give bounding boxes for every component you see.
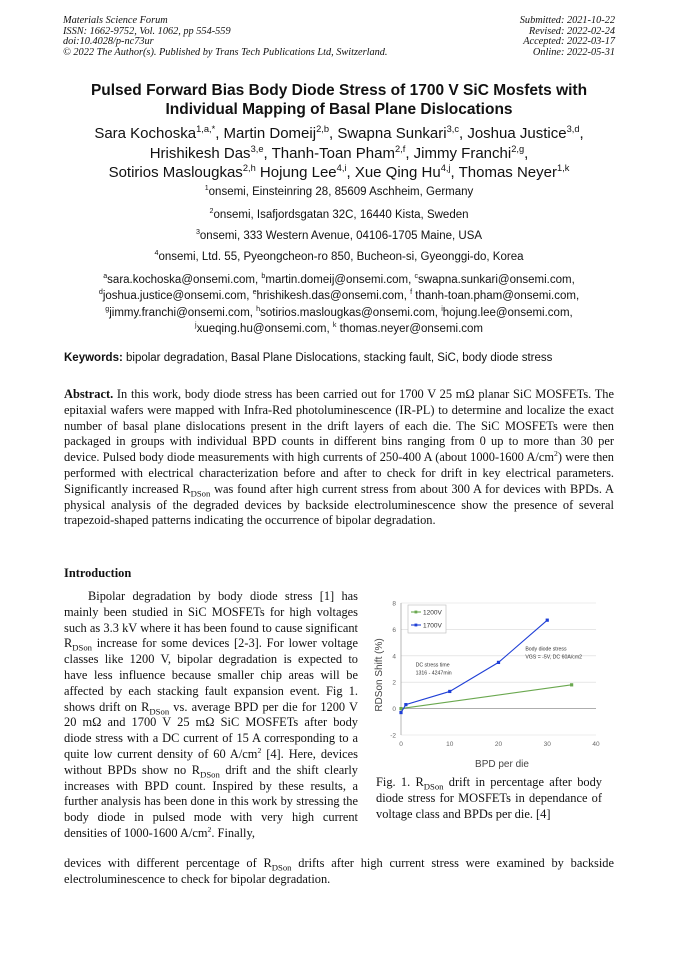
author: Thanh-Toan Pham$^{2,f}$, — [271, 143, 414, 162]
figure-1-chart — [368, 595, 608, 775]
email-link[interactable]: $^k$ thomas.neyer@onsemi.com — [332, 321, 484, 335]
doi: doi:10.4028/p-nc73ur — [63, 36, 154, 47]
accepted-date: Accepted: 2022-03-17 — [523, 36, 615, 47]
title-line-1: Pulsed Forward Bias Body Diode Stress of 1700 V SiC Mosfets with — [90, 82, 588, 99]
chart-annotation: 1316 - 4247min — [415, 670, 452, 677]
series-line-1200V — [401, 685, 572, 709]
x-tick-label: 0 — [399, 741, 403, 748]
y-tick-label: 0 — [392, 706, 396, 714]
affiliation: $^1$onsemi, Einsteinring 28, 85609 Aschheim, Germany — [204, 184, 474, 198]
abstract-label: Abstract. — [64, 387, 114, 401]
journal-header-left — [63, 16, 387, 58]
x-axis-label: BPD per die — [475, 759, 529, 770]
author: Sotirios Maslougkas$^{2,h}$ — [108, 163, 256, 181]
chart-annotation: VGS = -5V, DC 60A/cm2 — [525, 654, 583, 661]
author: Sara Kochoska$^{1,a,*}$, — [94, 124, 224, 142]
submitted-date: Submitted: 2021-10-22 — [519, 15, 615, 26]
data-point-1700V — [448, 690, 451, 693]
keywords-text: bipolar degradation, Basal Plane Dislocations, stacking fault, SiC, body diode stress — [122, 352, 553, 364]
section-heading-introduction: Introduction — [64, 566, 132, 580]
data-point-1700V — [399, 711, 402, 714]
email-link[interactable]: $^i$hojung.lee@onsemi.com — [441, 304, 570, 319]
y-tick-label: 6 — [392, 626, 396, 634]
email-link[interactable]: $^a$sara.kochoska@onsemi.com — [103, 272, 255, 286]
email-link[interactable]: $^f$ thanh-toan.pham@onsemi.com — [410, 288, 576, 303]
y-tick-label: -2 — [390, 732, 396, 740]
author: Thomas Neyer$^{1,k}$ — [458, 163, 570, 181]
chart-annotation: DC stress time — [415, 662, 450, 669]
data-point-1200V — [570, 683, 573, 686]
journal-name: Materials Science Forum — [63, 15, 168, 26]
y-tick-label: 2 — [392, 679, 396, 687]
affiliation: $^2$onsemi, Isafjordsgatan 32C, 16440 Kista, Sweden — [209, 207, 469, 221]
copyright: © 2022 The Author(s). Published by Trans Tech Publications Ltd, Switzerland. — [63, 46, 388, 58]
legend-label: 1700V — [423, 622, 442, 630]
y-tick-label: 4 — [392, 653, 396, 661]
legend-marker — [415, 624, 418, 627]
title-line-2: Individual Mapping of Basal Plane Dislocations — [165, 100, 513, 118]
introduction-paragraph: Bipolar degradation by body diode stress [1] has mainly been studied in SiC MOSFETs for high voltages such as 3.3 kV where it has been found to cause significant $R_{DSon}$ increase for some devices [2-3]. For lower voltage classes like 1200 V, bipolar degradation is expected to have less influence because smaller chip areas will be affected by each stacking fault expansion event. Fig 1. shows drift on $R_{DSon}$ vs. average BPD per die for 1200 V 20 mΩ and 1700 V 25 mΩ SiC MOSFETs after body diode stress with a DC current of 15 A corresponding to a quite low current density of 60 $A/cm^2$ [4]. Here, devices without BPDs show no $R_{DSon}$ drift and the shift clearly increases with BPD count. Inspired by these results, a further analysis has been done in this work by stressing the body diode in pulsed mode with very high current densities of 1000-1600 $A/cm^2$. Finally, — [64, 589, 358, 840]
paper-title — [40, 82, 638, 119]
introduction-paragraph-end: devices with different percentage of $R_{DSon}$ drifts after high current stress were examined by backside electroluminescence to check for bipolar degradation. — [64, 856, 615, 886]
author-list — [30, 124, 648, 183]
author: Joshua Justice$^{3,d}$, — [467, 124, 584, 142]
y-axis-label: RDSon Shift (%) — [374, 638, 385, 712]
affiliation: $^3$onsemi, 333 Western Avenue, 04106-1705 Maine, USA — [195, 228, 483, 242]
revised-date: Revised: 2022-02-24 — [528, 25, 615, 37]
author: Hojung Lee$^{4,i}$, — [259, 163, 355, 181]
journal-header-right — [520, 16, 615, 58]
data-point-1700V — [497, 661, 500, 664]
keywords — [64, 352, 624, 364]
online-date: Online: 2022-05-31 — [532, 46, 615, 58]
data-point-1700V — [546, 619, 549, 622]
figure-1-caption: Fig. 1. $R_{DSon}$ drift in percentage after body diode stress for MOSFETs in dependance of voltage class and BPDs per die. [4] — [376, 775, 602, 821]
affiliation: $^4$onsemi, Ltd. 55, Pyeongcheon-ro 850, Bucheon-si, Gyeonggi-do, Korea — [154, 249, 524, 263]
email-list: $^a$sara.kochoska@onsemi.com, $^b$martin.domeij@onsemi.com, $^c$swapna.sunkari@onsemi.com, $^d$joshua.justice@onsemi.com, $^e$hrishikesh.das@onsemi.com, $^f$ thanh-toan.pham@onsemi.com, $^g$jimmy.franchi@onsemi.com, $^h$sotirios.maslougkas@onsemi.com, $^i$hojung.lee@onsemi.com, $^j$xueqing.hu@onsemi.com, $^k$ thomas.neyer@onsemi.com — [98, 272, 580, 335]
author: Martin Domeij$^{2,b}$, — [223, 124, 338, 142]
email-link[interactable]: $^d$joshua.justice@onsemi.com — [98, 288, 247, 303]
issn: ISSN: 1662-9752, Vol. 1062, pp 554-559 — [63, 25, 231, 37]
legend-marker — [415, 611, 418, 614]
email-link[interactable]: $^b$martin.domeij@onsemi.com — [261, 272, 409, 286]
email-link[interactable]: $^j$xueqing.hu@onsemi.com — [194, 321, 327, 335]
y-tick-label: 8 — [392, 600, 396, 608]
x-tick-label: 20 — [494, 741, 503, 748]
data-point-1700V — [404, 703, 407, 706]
x-tick-label: 30 — [543, 741, 551, 748]
x-tick-label: 10 — [446, 741, 454, 748]
x-tick-label: 40 — [592, 741, 600, 748]
keywords-label: Keywords: — [64, 352, 123, 364]
abstract: Abstract. In this work, body diode stress has been carried out for 1700 V 25 mΩ planar SiC MOSFETs. The epitaxial wafers were mapped with Infra-Red photoluminescence (IR-PL) to determine and localize the exact number of basal plane dislocations present in the drift layers of each die. The SiC MOSFETs were then packaged in groups with individual BPD counts in different bins ranging from 0 up to more than 30 per device. Pulsed body diode measurements with high currents of 250-400 A (about 1000-1600 $A/cm^2$) were then performed with electrical characterization before and after to check for drift in key electrical parameters. Significantly increased $R_{DSon}$ was found after high current stress from about 300 A for devices with BPDs. A physical analysis of the degraded devices by backside electroluminescence show the presence of several trapezoid-shaped patterns indicating the occurrence of bipolar degradation. — [64, 387, 615, 528]
email-link[interactable]: $^h$sotirios.maslougkas@onsemi.com — [256, 304, 435, 319]
legend-label: 1200V — [423, 609, 442, 617]
author: Hrishikesh Das$^{3,e}$, — [149, 143, 272, 162]
author: Xue Qing Hu$^{4,j}$, — [354, 163, 459, 181]
chart-legend — [408, 605, 446, 633]
email-link[interactable]: $^g$jimmy.franchi@onsemi.com — [105, 304, 250, 319]
email-link[interactable]: $^e$hrishikesh.das@onsemi.com — [252, 288, 404, 303]
author: Swapna Sunkari$^{3,c}$, — [337, 124, 468, 142]
chart-annotation: Body diode stress — [525, 646, 567, 653]
email-link[interactable]: $^c$swapna.sunkari@onsemi.com — [414, 272, 572, 286]
author: Jimmy Franchi$^{2,g}$, — [413, 143, 529, 162]
